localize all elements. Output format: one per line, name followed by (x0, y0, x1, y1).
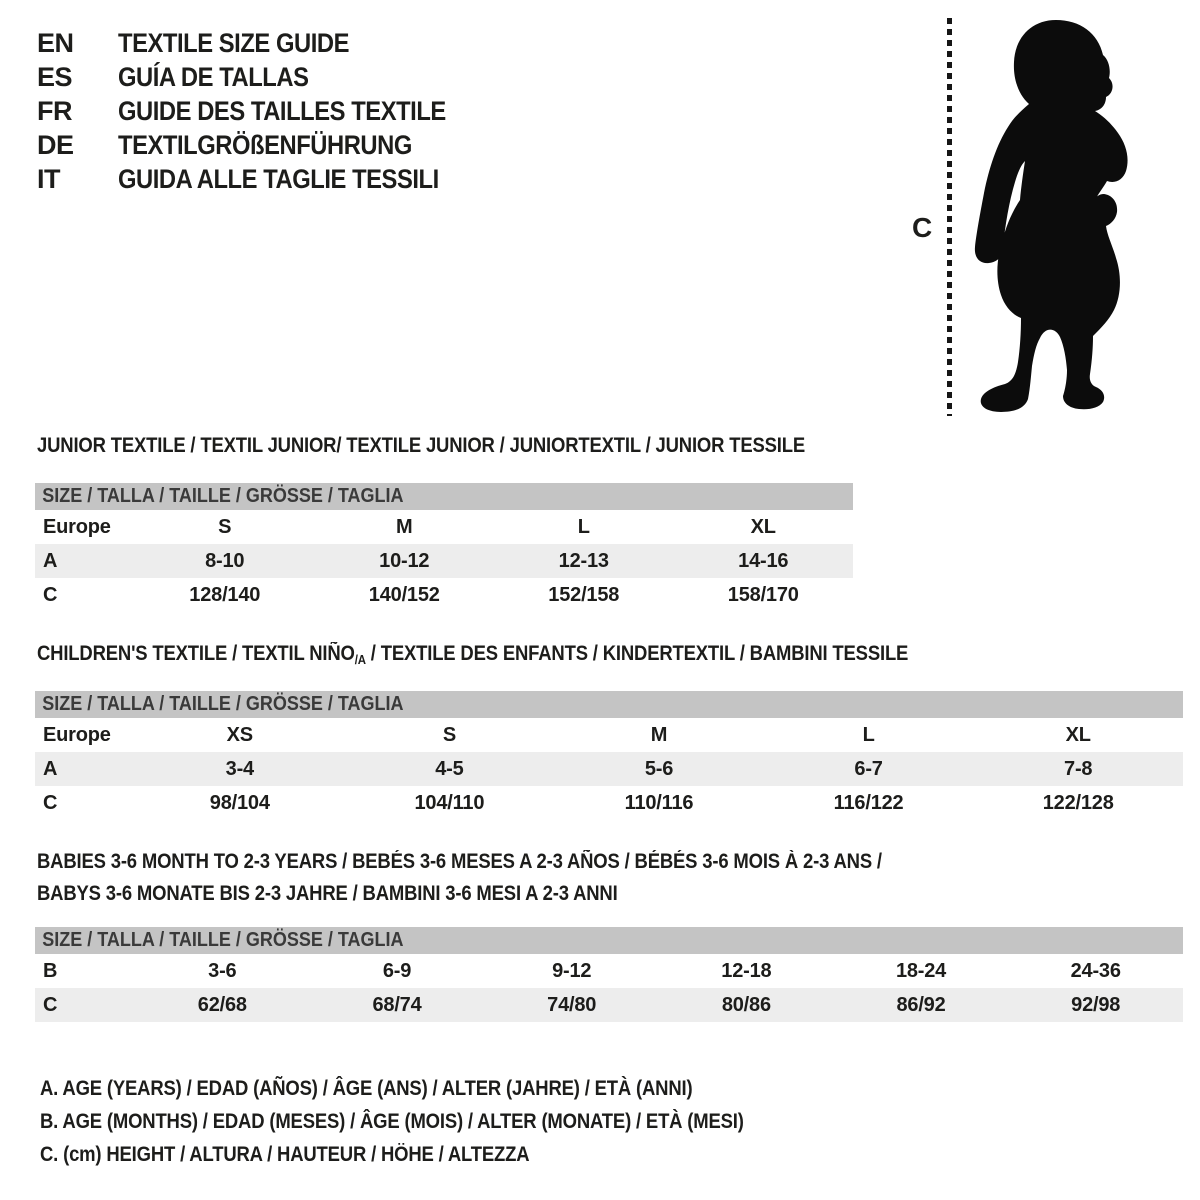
size-cell: S (442, 724, 456, 746)
language-row-es (37, 60, 491, 94)
value-cell: 110/116 (624, 792, 694, 814)
value-cell: 74/80 (547, 994, 597, 1016)
value-cell: 3-4 (225, 758, 254, 780)
value-cell: 9-12 (552, 960, 592, 982)
region-row (35, 510, 853, 544)
language-title-list (37, 26, 491, 196)
legend-notes (40, 1072, 840, 1171)
language-code: IT (37, 164, 60, 194)
measure-label-c: C (912, 212, 933, 243)
value-cell: 128/140 (189, 584, 261, 606)
size-header-label: SIZE / TALLA / TAILLE / GRÖSSE / TAGLIA (42, 929, 404, 951)
size-header-label: SIZE / TALLA / TAILLE / GRÖSSE / TAGLIA (42, 693, 404, 715)
height-row (35, 786, 1183, 820)
children-title-subscript: /A (354, 652, 366, 667)
value-cell: 12-18 (721, 960, 772, 982)
row-label: C (43, 792, 58, 814)
language-row-de (37, 128, 491, 162)
language-row-it (37, 162, 491, 196)
children-title-suffix: / TEXTILE DES ENFANTS / KINDERTEXTIL / BAMBINI TESSILE (365, 642, 909, 665)
toddler-silhouette-icon (963, 18, 1138, 416)
row-label: A (43, 550, 58, 572)
junior-section-title: JUNIOR TEXTILE / TEXTIL JUNIOR/ TEXTILE JUNIOR / JUNIORTEXTIL / JUNIOR TESSILE (37, 434, 806, 457)
note-height-cm: C. (cm) HEIGHT / ALTURA / HAUTEUR / HÖHE / ALTEZZA (40, 1143, 530, 1166)
age-row (35, 752, 1183, 786)
value-cell: 98/104 (209, 792, 270, 814)
row-label: C (43, 584, 58, 606)
value-cell: 8-10 (205, 550, 245, 572)
value-cell: 14-16 (738, 550, 789, 572)
value-cell: 68/74 (372, 994, 422, 1016)
row-label: Europe (43, 724, 111, 746)
size-header-bar (35, 927, 1183, 954)
value-cell: 62/68 (197, 994, 247, 1016)
value-cell: 12-13 (558, 550, 609, 572)
babies-section-title-line1: BABIES 3-6 MONTH TO 2-3 YEARS / BEBÉS 3-6 MESES A 2-3 AÑOS / BÉBÉS 3-6 MOIS À 2-3 ANS / (37, 850, 882, 873)
value-cell: 24-36 (1070, 960, 1121, 982)
value-cell: 6-7 (854, 758, 883, 780)
value-cell: 3-6 (208, 960, 237, 982)
language-label: GUIDA ALLE TAGLIE TESSILI (118, 164, 439, 194)
size-cell: L (577, 516, 590, 538)
size-header-bar (35, 691, 1183, 718)
language-row-en (37, 26, 491, 60)
row-label: Europe (43, 516, 111, 538)
note-age-months: B. AGE (MONTHS) / EDAD (MESES) / ÂGE (MOIS) / ALTER (MONATE) / ETÀ (MESI) (40, 1110, 744, 1133)
size-cell: XL (1065, 724, 1091, 746)
value-cell: 122/128 (1042, 792, 1114, 814)
age-months-row (35, 954, 1183, 988)
language-code: ES (37, 62, 73, 92)
note-age-years: A. AGE (YEARS) / EDAD (AÑOS) / ÂGE (ANS) / ALTER (JAHRE) / ETÀ (ANNI) (40, 1077, 693, 1100)
height-row (35, 988, 1183, 1022)
value-cell: 5-6 (644, 758, 674, 780)
size-cell: XL (750, 516, 776, 538)
value-cell: 104/110 (414, 792, 485, 814)
language-code: FR (37, 96, 72, 126)
value-cell: 18-24 (895, 960, 947, 982)
value-cell: 10-12 (379, 550, 430, 572)
size-header-label: SIZE / TALLA / TAILLE / GRÖSSE / TAGLIA (42, 485, 404, 507)
language-row-fr (37, 94, 491, 128)
size-cell: M (650, 724, 668, 746)
babies-size-table (35, 927, 1183, 1022)
language-label: TEXTILGRÖßENFÜHRUNG (118, 130, 412, 160)
value-cell: 140/152 (368, 584, 440, 606)
value-cell: 4-5 (435, 758, 464, 780)
children-size-table (35, 691, 1183, 820)
value-cell: 80/86 (721, 994, 771, 1016)
size-header-bar (35, 483, 853, 510)
value-cell: 86/92 (896, 994, 946, 1016)
language-label: TEXTILE SIZE GUIDE (118, 28, 350, 58)
language-label: GUÍA DE TALLAS (118, 62, 309, 92)
height-measure-dashed-line (947, 18, 952, 416)
language-code: DE (37, 130, 74, 160)
region-row (35, 718, 1183, 752)
value-cell: 92/98 (1071, 994, 1121, 1016)
language-label: GUIDE DES TAILLES TEXTILE (118, 96, 446, 126)
row-label: A (43, 758, 58, 780)
junior-size-table (35, 483, 853, 612)
size-cell: XS (226, 724, 253, 746)
height-row (35, 578, 853, 612)
children-section-title (37, 642, 908, 667)
size-cell: L (862, 724, 875, 746)
language-code: EN (37, 28, 74, 58)
value-cell: 6-9 (382, 960, 412, 982)
value-cell: 7-8 (1064, 758, 1093, 780)
children-title-prefix: CHILDREN'S TEXTILE / TEXTIL NIÑO (37, 642, 355, 665)
value-cell: 158/170 (727, 584, 799, 606)
size-cell: S (218, 516, 232, 538)
value-cell: 116/122 (833, 792, 904, 814)
size-cell: M (396, 516, 413, 538)
row-label: C (43, 994, 58, 1016)
value-cell: 152/158 (548, 584, 620, 606)
babies-section-title-line2: BABYS 3-6 MONATE BIS 2-3 JAHRE / BAMBINI 3-6 MESI A 2-3 ANNI (37, 882, 618, 905)
age-row (35, 544, 853, 578)
row-label: B (43, 960, 58, 982)
